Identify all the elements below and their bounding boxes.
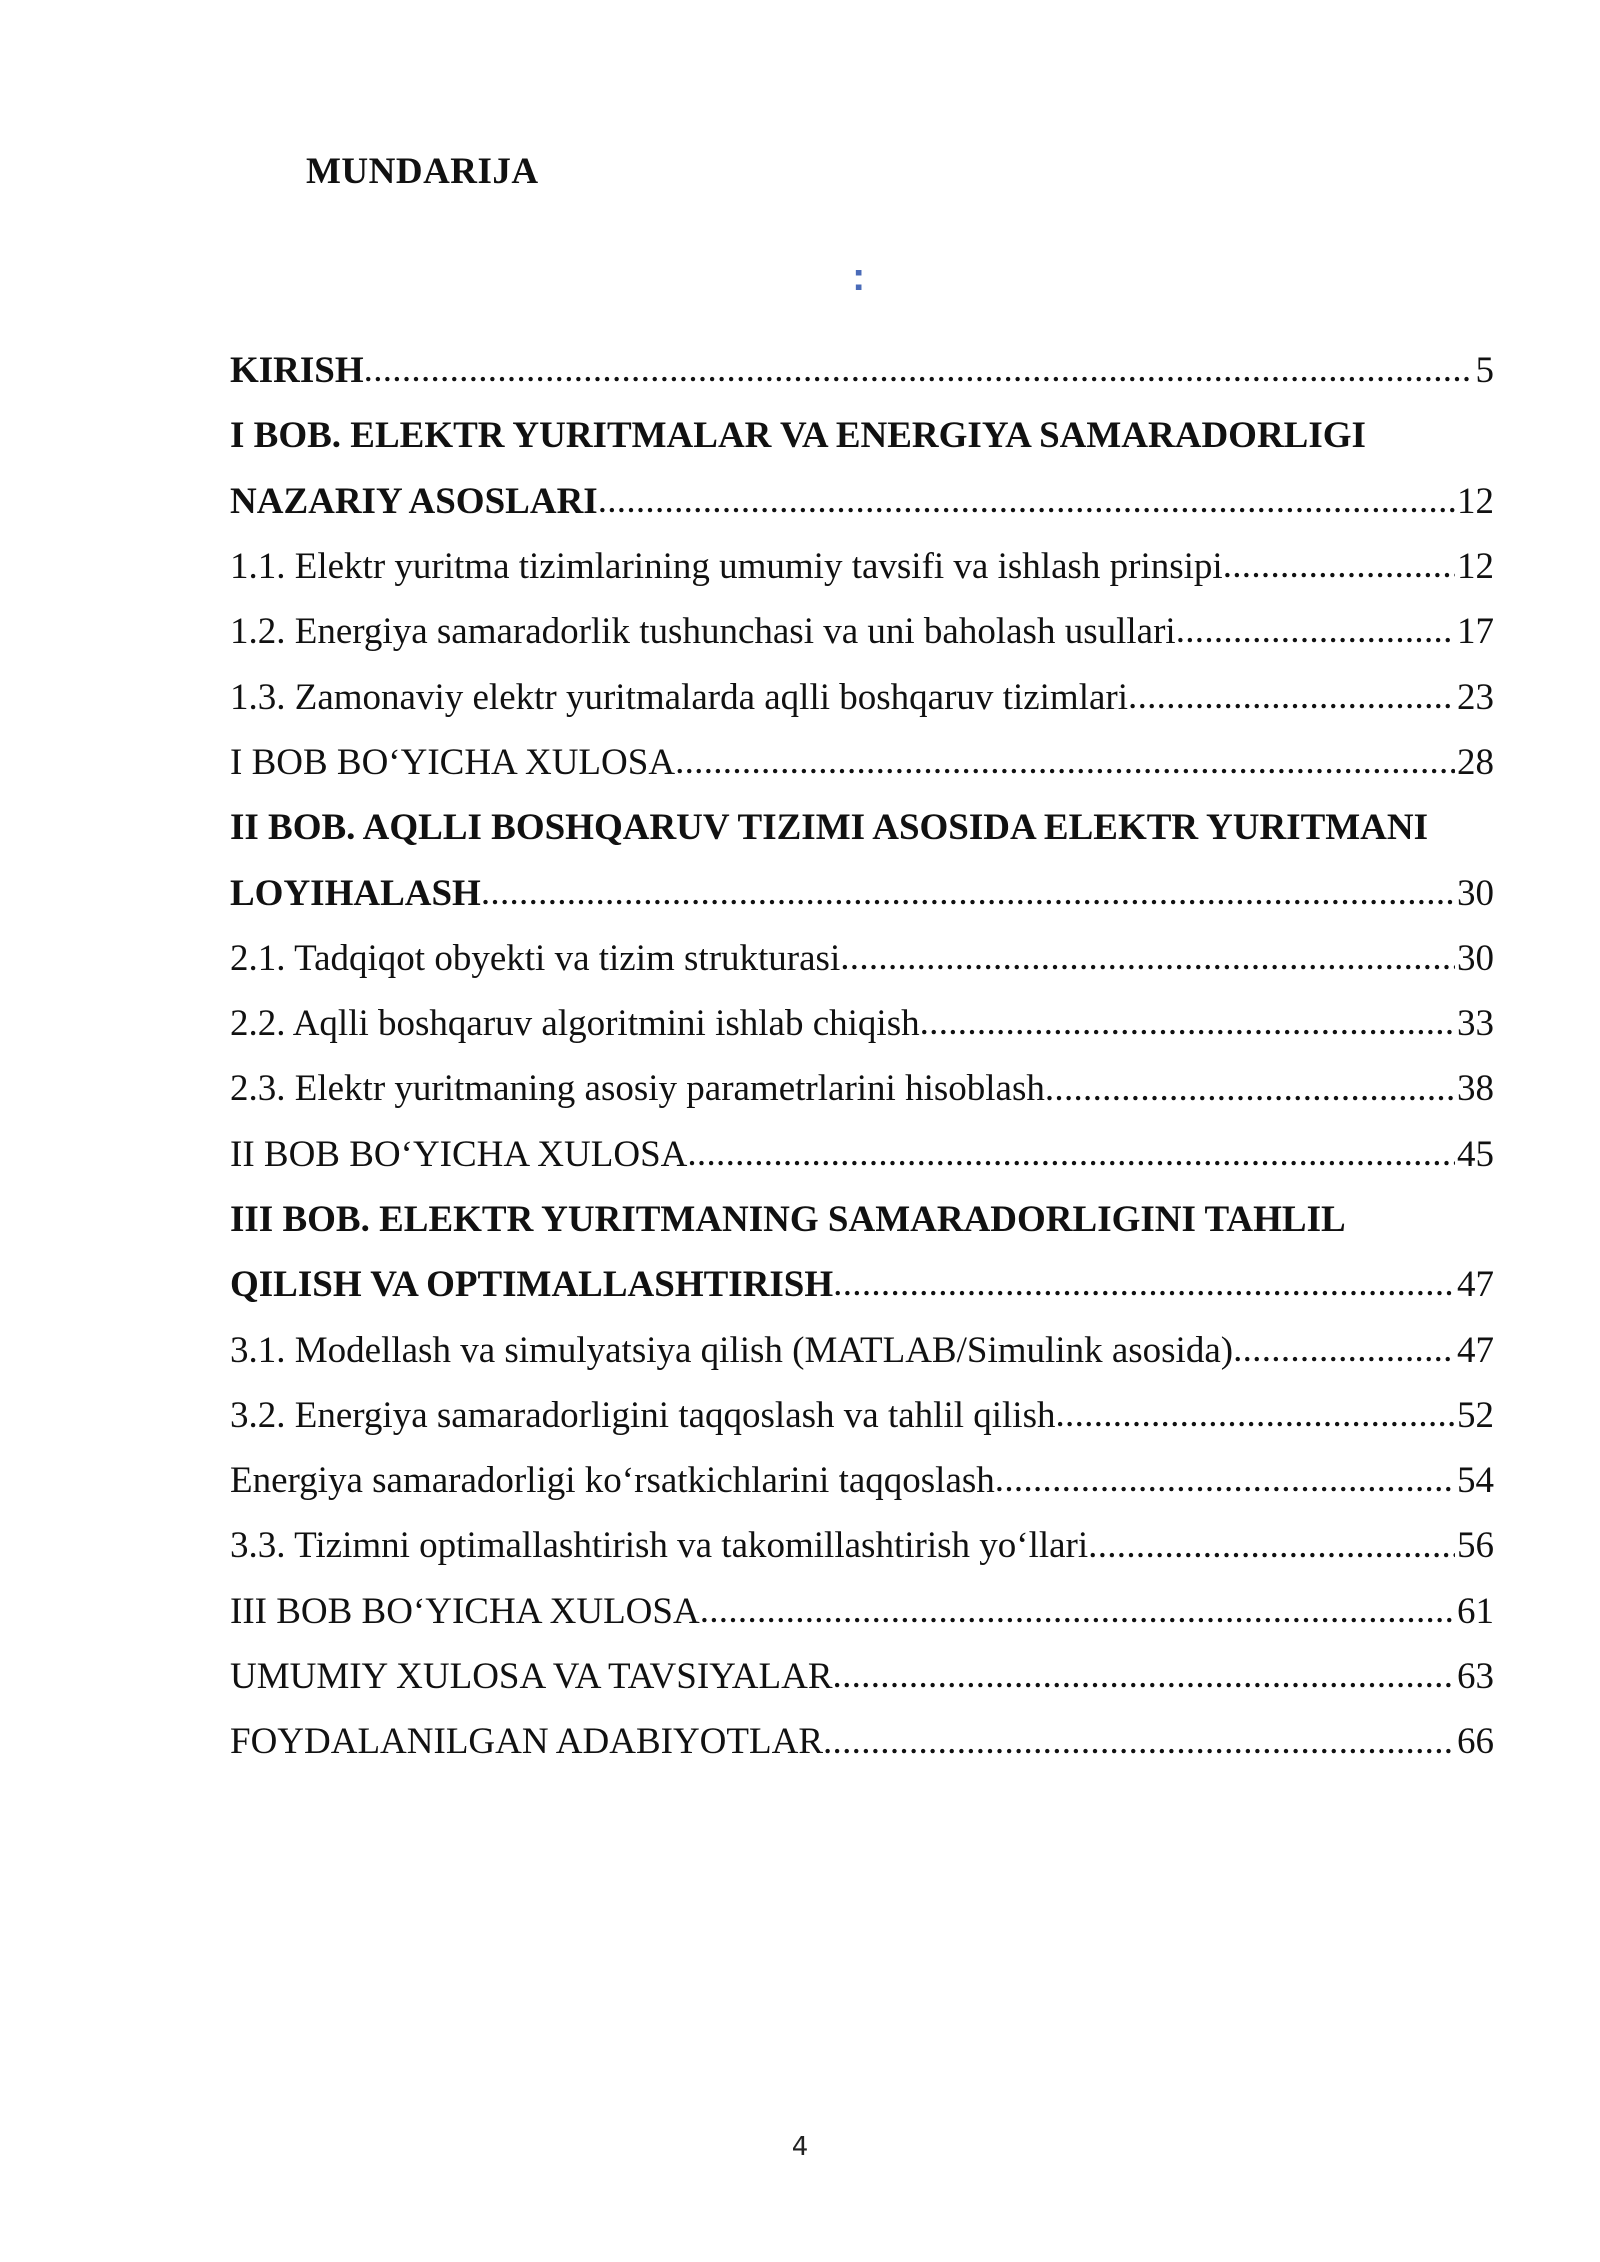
toc-entry-title: 2.3. Elektr yuritmaning asosiy parametrlarini hisoblash xyxy=(230,1068,1045,1110)
toc-entry[interactable] xyxy=(230,403,1494,468)
toc-dot-leader xyxy=(840,939,1455,991)
toc-entry[interactable] xyxy=(230,534,1494,599)
toc-entry[interactable] xyxy=(230,599,1494,664)
toc-entry-page: 54 xyxy=(1457,1460,1494,1502)
toc-entry[interactable] xyxy=(230,860,1494,925)
toc-entry-page: 12 xyxy=(1457,546,1494,588)
toc-entry[interactable] xyxy=(230,1317,1494,1382)
toc-entry-title: UMUMIY XULOSA VA TAVSIYALAR xyxy=(230,1656,833,1698)
toc-dot-leader xyxy=(1176,612,1455,664)
toc-entry-title: 1.2. Energiya samaradorlik tushunchasi va uni baholash usullari xyxy=(230,611,1176,653)
toc-entry[interactable] xyxy=(230,338,1494,403)
toc-dot-leader xyxy=(833,1657,1455,1709)
toc-entry[interactable] xyxy=(230,1122,1494,1187)
toc-entry[interactable] xyxy=(230,795,1494,860)
toc-entry-title: 3.1. Modellash va simulyatsiya qilish (MATLAB/Simulink asosida) xyxy=(230,1329,1234,1371)
toc-entry-page: 61 xyxy=(1457,1590,1494,1632)
toc-entry-title: 3.3. Tizimni optimallashtirish va takomillashtirish yo‘llari xyxy=(230,1525,1089,1567)
toc-dot-leader xyxy=(823,1723,1455,1775)
toc-dot-leader xyxy=(1056,1396,1456,1448)
toc-entry-title: II BOB BO‘YICHA XULOSA xyxy=(230,1133,688,1175)
toc-dot-leader xyxy=(700,1592,1455,1644)
toc-dot-leader xyxy=(675,743,1455,795)
toc-dot-leader xyxy=(833,1265,1455,1317)
toc-entry[interactable] xyxy=(230,1252,1494,1317)
toc-entry-title: NAZARIY ASOSLARI xyxy=(230,480,598,522)
toc-entry[interactable] xyxy=(230,664,1494,729)
toc-entry[interactable] xyxy=(230,991,1494,1056)
toc-entry-page: 52 xyxy=(1457,1394,1494,1436)
toc-entry-page: 45 xyxy=(1457,1133,1494,1175)
toc-entry[interactable] xyxy=(230,1709,1494,1774)
toc-entry-title: FOYDALANILGAN ADABIYOTLAR xyxy=(230,1721,823,1763)
toc-entry-page: 5 xyxy=(1475,350,1494,392)
toc-dot-leader xyxy=(1233,1331,1455,1383)
toc-entry[interactable] xyxy=(230,1513,1494,1578)
toc-entry-page: 28 xyxy=(1457,741,1494,783)
toc-entry-page: 12 xyxy=(1457,480,1494,522)
toc-entry-page: 66 xyxy=(1457,1721,1494,1763)
toc-entry-title: 3.2. Energiya samaradorligini taqqoslash va tahlil qilish xyxy=(230,1394,1056,1436)
toc-entry-title: 2.1. Tadqiqot obyekti va tizim strukturasi xyxy=(230,937,841,979)
page-title: MUNDARIJA xyxy=(306,151,539,192)
toc-entry[interactable] xyxy=(230,1187,1494,1252)
toc-entry[interactable] xyxy=(230,1383,1494,1448)
toc-entry[interactable] xyxy=(230,1448,1494,1513)
toc-entry[interactable] xyxy=(230,1056,1494,1121)
toc-entry[interactable] xyxy=(230,1644,1494,1709)
colon-mark: : xyxy=(852,255,866,299)
toc-entry-page: 30 xyxy=(1457,937,1494,979)
toc-entry-page: 17 xyxy=(1457,611,1494,653)
toc-dot-leader xyxy=(364,351,1474,403)
toc-entry-title: LOYIHALASH xyxy=(230,872,481,914)
toc-dot-leader xyxy=(687,1135,1455,1187)
toc-dot-leader xyxy=(598,482,1455,534)
toc-entry-title: QILISH VA OPTIMALLASHTIRISH xyxy=(230,1264,834,1306)
toc-entry-page: 63 xyxy=(1457,1656,1494,1698)
toc-entry-page: 30 xyxy=(1457,872,1494,914)
toc-dot-leader xyxy=(995,1461,1455,1513)
toc-entry-title: III BOB BO‘YICHA XULOSA xyxy=(230,1590,700,1632)
toc-dot-leader xyxy=(1128,678,1455,730)
toc-dot-leader xyxy=(920,1004,1455,1056)
toc-entry-title: I BOB BO‘YICHA XULOSA xyxy=(230,741,676,783)
toc-dot-leader xyxy=(481,874,1455,926)
toc-entry-page: 33 xyxy=(1457,1003,1494,1045)
toc-entry-page: 47 xyxy=(1457,1264,1494,1306)
toc-entry-page: 47 xyxy=(1457,1329,1494,1371)
toc-entry-page: 23 xyxy=(1457,676,1494,718)
toc-dot-leader xyxy=(1088,1527,1455,1579)
toc-entry-title: 1.3. Zamonaviy elektr yuritmalarda aqlli boshqaruv tizimlari xyxy=(230,676,1129,718)
toc-entry-title: III BOB. ELEKTR YURITMANING SAMARADORLIGINI TAHLIL xyxy=(230,1199,1346,1240)
toc-entry[interactable] xyxy=(230,926,1494,991)
toc-entry-title: I BOB. ELEKTR YURITMALAR VA ENERGIYA SAMARADORLIGI xyxy=(230,415,1366,457)
toc-entry-page: 38 xyxy=(1457,1068,1494,1110)
toc-entry-title: II BOB. AQLLI BOSHQARUV TIZIMI ASOSIDA ELEKTR YURITMANI xyxy=(230,807,1429,849)
toc-entry[interactable] xyxy=(230,1579,1494,1644)
toc-entry-title: KIRISH xyxy=(230,350,364,392)
page-number: 4 xyxy=(791,2132,809,2162)
toc-entry[interactable] xyxy=(230,469,1494,534)
toc-entry-page: 56 xyxy=(1457,1525,1494,1567)
toc-entry-title: 1.1. Elektr yuritma tizimlarining umumiy tavsifi va ishlash prinsipi xyxy=(230,546,1223,588)
toc-entry[interactable] xyxy=(230,730,1494,795)
toc-dot-leader xyxy=(1045,1070,1455,1122)
table-of-contents xyxy=(230,338,1494,1775)
toc-entry-title: 2.2. Aqlli boshqaruv algoritmini ishlab chiqish xyxy=(230,1003,920,1045)
toc-entry-title: Energiya samaradorligi ko‘rsatkichlarini taqqoslash xyxy=(230,1460,995,1502)
toc-dot-leader xyxy=(1223,547,1455,599)
